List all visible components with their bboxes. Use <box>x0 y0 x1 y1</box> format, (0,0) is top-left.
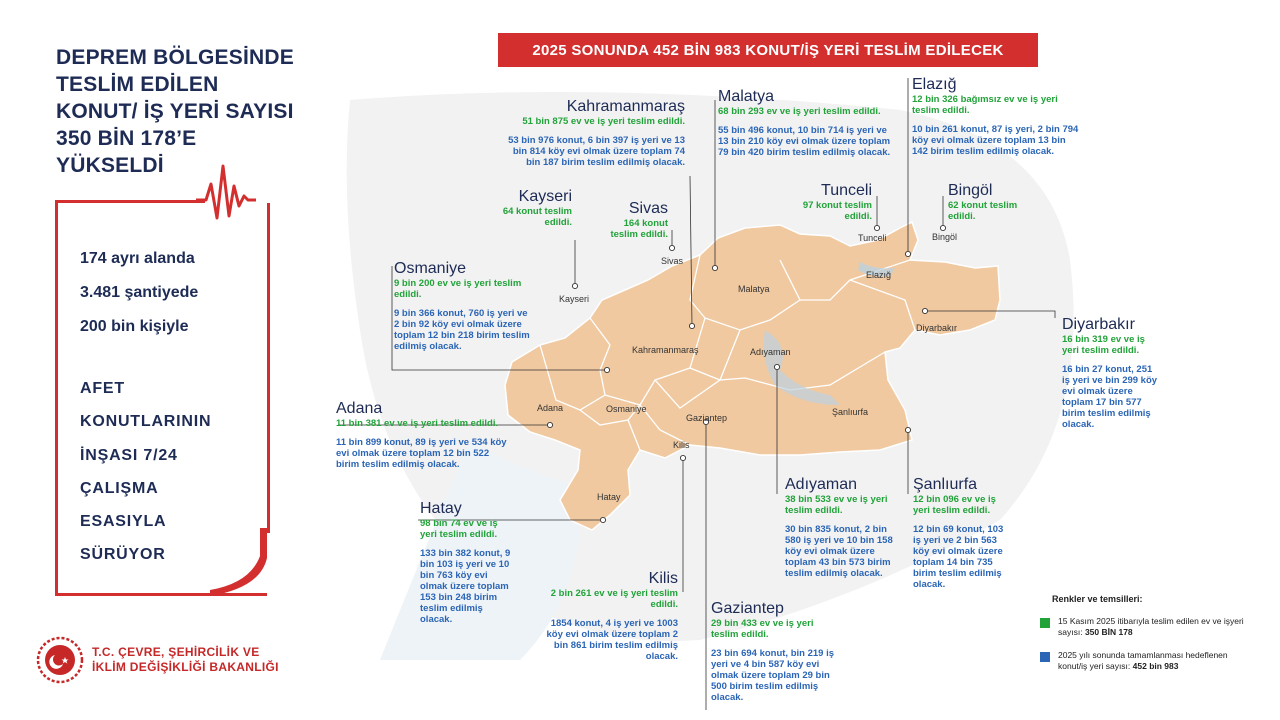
legend-title: Renkler ve temsilleri: <box>1052 594 1143 604</box>
callout-malatya <box>718 88 898 158</box>
province-name: Osmaniye <box>394 260 467 277</box>
page-curl-decoration <box>210 528 272 598</box>
callout-hatay <box>420 500 512 625</box>
map-label-kayseri: Kayseri <box>559 294 590 304</box>
planned-text: 11 bin 899 konut, 89 iş yeri ve 534 köy evi olmak üzere toplam 12 bin 522 birim teslim edilmiş olacak. <box>336 437 507 470</box>
headline-line-1: DEPREM BÖLGESİNDE <box>56 46 294 69</box>
planned-text: 133 bin 382 konut, 9 bin 103 iş yeri ve 10 bin 763 köy evi olmak üzere toplam 153 bin 248 birim teslim edilmiş olacak. <box>420 548 511 625</box>
callout-kayseri <box>500 188 572 228</box>
legend-item1-value: 350 BİN 178 <box>1084 627 1133 637</box>
legend-text <box>1058 650 1258 672</box>
callout-bingol <box>948 182 1028 222</box>
delivered-text: 9 bin 200 ev ve iş yeri teslim edildi. <box>394 278 522 300</box>
planned-text: 30 bin 835 konut, 2 bin 580 iş yeri ve 10 bin 158 köy evi olmak üzere toplam 43 bin 573 birim teslim edilmiş olacak. <box>785 524 893 579</box>
headline-line-4: 350 BİN 178’E <box>56 127 197 150</box>
map-label-adiyaman: Adıyaman <box>750 347 791 357</box>
delivered-text: 64 konut teslim edildi. <box>502 206 572 228</box>
delivered-text: 16 bin 319 ev ve iş yeri teslim edildi. <box>1062 334 1145 356</box>
province-name: Elazığ <box>912 76 957 93</box>
stat-people: 200 bin kişiyle <box>80 318 189 335</box>
callout-kahramanmaras <box>503 98 685 168</box>
map-label-elazig: Elazığ <box>866 270 892 280</box>
province-name: Adana <box>336 400 383 417</box>
legend-swatch-blue <box>1040 652 1050 662</box>
province-name: Adıyaman <box>785 476 858 493</box>
map-label-hatay: Hatay <box>597 492 621 502</box>
callout-elazig <box>912 76 1082 157</box>
delivered-text: 2 bin 261 ev ve iş yeri teslim edildi. <box>550 588 678 610</box>
headline-line-5: YÜKSELDİ <box>56 154 164 177</box>
map-label-gaziantep: Gaziantep <box>686 413 728 423</box>
map-label-sanliurfa: Şanlıurfa <box>832 407 869 417</box>
ministry-name-line-1: T.C. ÇEVRE, ŞEHİRCİLİK VE <box>92 645 260 659</box>
map-label-diyarbakir: Diyarbakır <box>916 323 958 333</box>
ministry-seal-icon <box>36 636 84 684</box>
callout-osmaniye <box>394 260 530 352</box>
province-name: Kilis <box>648 570 678 587</box>
province-name: Sivas <box>628 200 668 217</box>
planned-text: 9 bin 366 konut, 760 iş yeri ve 2 bin 92 köy evi olmak üzere toplam 12 bin 218 birim teslim edilmiş olacak. <box>394 308 530 352</box>
map-label-adana: Adana <box>537 403 564 413</box>
map-label-malatya: Malatya <box>738 284 770 294</box>
legend-item-delivered <box>1040 616 1258 638</box>
afet-line-5: ESASIYLA <box>80 513 167 530</box>
legend-item2-value: 452 bin 983 <box>1132 661 1179 671</box>
planned-text: 55 bin 496 konut, 10 bin 714 iş yeri ve 13 bin 210 köy evi olmak üzere toplam 79 bin 420 birim teslim edilmiş olacak. <box>718 125 891 158</box>
delivered-text: 98 bin 74 ev ve iş yeri teslim edildi. <box>420 518 498 540</box>
planned-text: 10 bin 261 konut, 87 iş yeri, 2 bin 794 köy evi olmak üzere toplam 13 bin 142 birim teslim edilmiş olacak. <box>912 124 1079 157</box>
delivered-text: 164 konut teslim edildi. <box>610 218 668 240</box>
map-label-kahramanmaras: Kahramanmaraş <box>632 345 699 355</box>
province-name: Kahramanmaraş <box>566 98 685 115</box>
map-label-kilis: Kilis <box>673 440 690 450</box>
afet-line-1: AFET <box>80 380 125 397</box>
legend-text <box>1058 616 1258 638</box>
headline-line-2: TESLİM EDİLEN <box>56 73 219 96</box>
legend-item-planned <box>1040 650 1258 672</box>
map-label-tunceli: Tunceli <box>858 233 887 243</box>
delivered-text: 12 bin 096 ev ve iş yeri teslim edildi. <box>913 494 996 516</box>
province-name: Kayseri <box>518 188 572 205</box>
planned-text: 12 bin 69 konut, 103 iş yeri ve 2 bin 563 köy evi olmak üzere toplam 14 bin 735 birim teslim edilmiş olacak. <box>913 524 1004 590</box>
delivered-text: 68 bin 293 ev ve iş yeri teslim edildi. <box>718 106 881 117</box>
delivered-text: 97 konut teslim edildi. <box>802 200 872 222</box>
ministry-name-line-2: İKLİM DEĞİŞİKLİĞİ BAKANLIĞI <box>92 660 279 674</box>
planned-text: 23 bin 694 konut, bin 219 iş yeri ve 4 bin 587 köy evi olmak üzere toplam 29 bin 500 birim teslim edilmiş olacak. <box>711 648 835 703</box>
delivered-text: 29 bin 433 ev ve iş yeri teslim edildi. <box>711 618 814 640</box>
province-name: Bingöl <box>948 182 993 199</box>
headline-line-3: KONUT/ İŞ YERİ SAYISI <box>56 100 294 123</box>
headline-banner: 2025 SONUNDA 452 BİN 983 KONUT/İŞ YERİ TESLİM EDİLECEK <box>498 33 1038 67</box>
delivered-text: 62 konut teslim edildi. <box>948 200 1018 222</box>
afet-line-6: SÜRÜYOR <box>80 546 166 563</box>
province-name: Gaziantep <box>711 600 784 617</box>
ministry-branding <box>36 636 279 684</box>
delivered-text: 11 bin 381 ev ve iş yeri teslim edildi. <box>336 418 499 429</box>
delivered-text: 51 bin 875 ev ve iş yeri teslim edildi. <box>522 116 685 127</box>
map-label-bingol: Bingöl <box>932 232 958 242</box>
planned-text: 16 bin 27 konut, 251 iş yeri ve bin 299 köy evi olmak üzere toplam 17 bin 577 birim teslim edilmiş olacak. <box>1062 364 1158 430</box>
province-name: Tunceli <box>821 182 872 199</box>
callout-diyarbakir <box>1062 316 1162 430</box>
legend-item2-text: 2025 yılı sonunda tamamlanması hedeflenen konut/iş yeri sayısı: <box>1058 650 1228 671</box>
province-name: Diyarbakır <box>1062 316 1135 333</box>
map-label-osmaniye: Osmaniye <box>606 404 647 414</box>
legend-swatch-green <box>1040 618 1050 628</box>
ministry-name <box>92 645 279 675</box>
callout-gaziantep <box>711 600 839 703</box>
province-name: Şanlıurfa <box>913 476 978 493</box>
afet-line-3: İNŞASI 7/24 <box>80 447 178 464</box>
callout-kilis <box>544 570 678 662</box>
planned-text: 53 bin 976 konut, 6 bin 397 iş yeri ve 13 bin 814 köy evi olmak üzere toplam 74 bin 187 birim teslim edilmiş olacak. <box>508 135 685 168</box>
callout-adana <box>336 400 508 470</box>
map-label-sivas: Sivas <box>661 256 684 266</box>
stat-areas: 174 ayrı alanda <box>80 250 195 267</box>
callout-tunceli <box>800 182 872 222</box>
legend-item1-text: 15 Kasım 2025 itibarıyla teslim edilen ev ve işyeri sayısı: <box>1058 616 1244 637</box>
callout-sivas <box>596 200 668 240</box>
afet-line-2: KONUTLARININ <box>80 413 212 430</box>
callout-sanliurfa <box>913 476 1009 590</box>
callout-adiyaman <box>785 476 893 579</box>
delivered-text: 12 bin 326 bağımsız ev ve iş yeri teslim edildi. <box>912 94 1058 116</box>
planned-text: 1854 konut, 4 iş yeri ve 1003 köy evi olmak üzere toplam 2 bin 861 birim teslim edilmiş olacak. <box>546 618 678 662</box>
afet-line-4: ÇALIŞMA <box>80 480 159 497</box>
delivered-text: 38 bin 533 ev ve iş yeri teslim edildi. <box>785 494 888 516</box>
province-name: Malatya <box>718 88 775 105</box>
stat-sites: 3.481 şantiyede <box>80 284 199 301</box>
province-name: Hatay <box>420 500 462 517</box>
